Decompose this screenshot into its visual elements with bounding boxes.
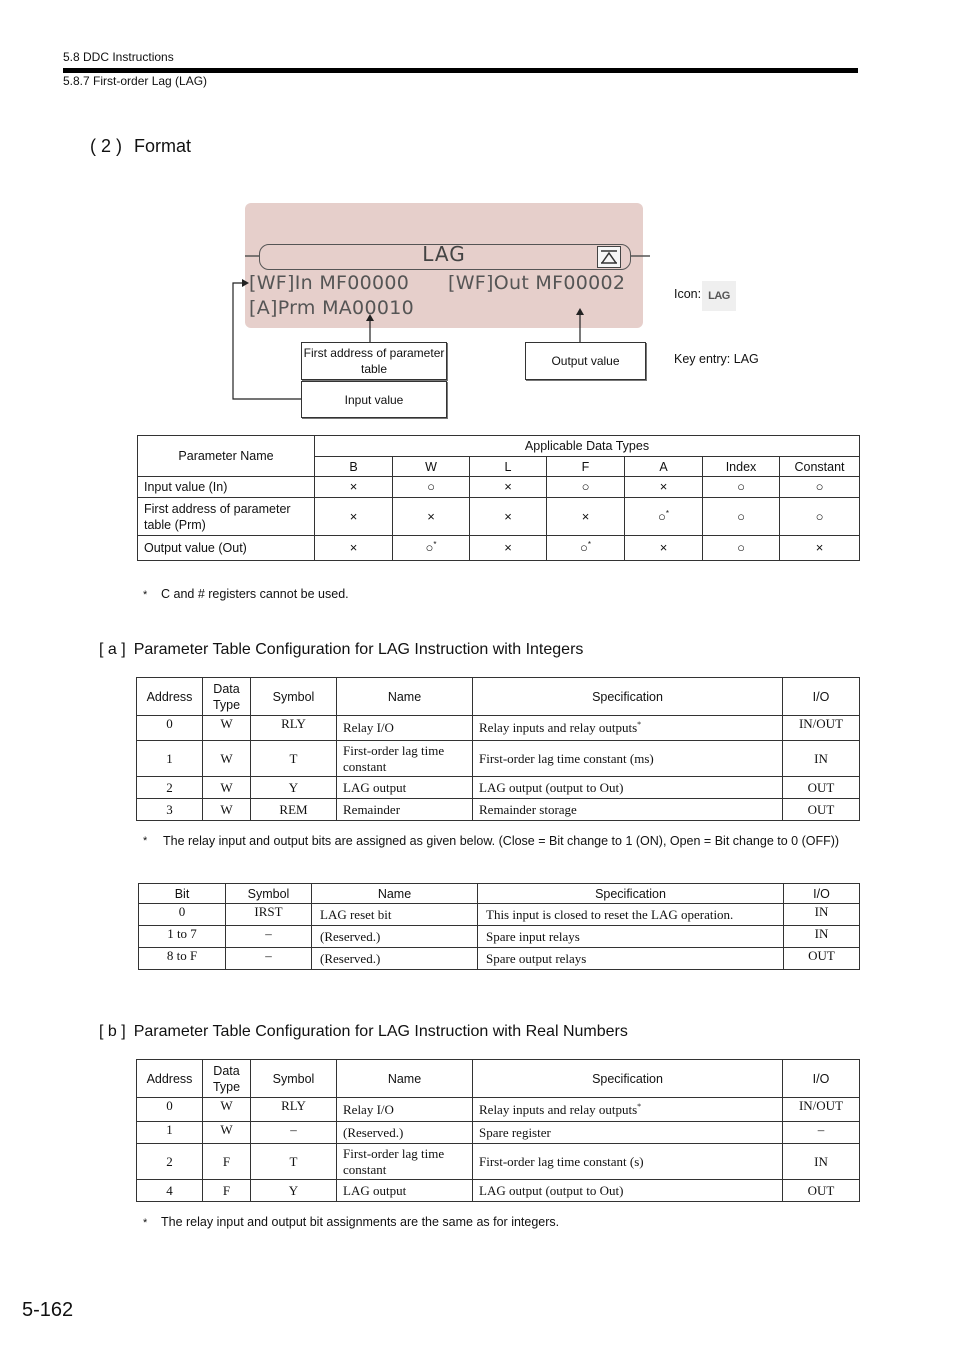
symbol-cell: RLY <box>251 716 337 741</box>
section-a-heading <box>99 641 583 659</box>
type-cell: × <box>470 498 547 536</box>
type-cell: W <box>203 1098 251 1122</box>
footnote-star: * <box>637 720 642 729</box>
footnote-text: The relay input and output bits are assigned as given below. (Close = Bit change to 1 (ON), Open = Bit change to 0 (OFF)) <box>163 834 840 848</box>
param-address-callout: First address of parameter table <box>301 342 447 380</box>
header-symbol: Symbol <box>251 1060 337 1098</box>
section-a-number: [ a ] <box>99 641 126 658</box>
type-mark: ○ <box>425 540 434 555</box>
spec-cell: This input is closed to reset the LAG operation. <box>478 904 784 926</box>
name-cell: LAG output <box>337 777 473 799</box>
footnote-star: * <box>637 1102 642 1111</box>
table-row <box>137 799 860 821</box>
subsection-header: 5.8.7 First-order Lag (LAG) <box>63 74 208 88</box>
symbol-cell: Y <box>251 1180 337 1202</box>
table-row <box>139 948 860 970</box>
footnote-text: C and # registers cannot be used. <box>161 587 349 601</box>
spec-cell: Remainder storage <box>473 799 783 821</box>
type-cell: × <box>470 536 547 561</box>
header-symbol: Symbol <box>226 884 312 904</box>
io-cell: IN/OUT <box>783 1098 860 1122</box>
table-row <box>138 536 860 561</box>
symbol-cell: Y <box>251 777 337 799</box>
header-address: Address <box>137 1060 203 1098</box>
name-cell: First-order lag time constant <box>337 741 473 777</box>
col-header: Index <box>703 457 780 477</box>
footnote-star: * <box>587 540 591 549</box>
bit-cell: 1 to 7 <box>139 926 226 948</box>
name-cell: LAG reset bit <box>312 904 478 926</box>
type-cell: ○ <box>393 477 470 498</box>
address-cell: 1 <box>137 741 203 777</box>
header-specification: Specification <box>473 1060 783 1098</box>
table-row <box>137 1144 860 1180</box>
format-heading-number: ( 2 ) <box>90 136 123 156</box>
symbol-cell: – <box>226 926 312 948</box>
header-io: I/O <box>783 678 860 716</box>
table-row <box>137 1180 860 1202</box>
footnote-star: * <box>433 540 437 549</box>
io-cell: OUT <box>784 948 860 970</box>
header-io: I/O <box>784 884 860 904</box>
format-heading-title: Format <box>134 136 192 156</box>
type-mark: ○ <box>580 540 588 555</box>
spec-cell: Spare register <box>473 1122 783 1144</box>
type-mark: ○ <box>658 508 666 524</box>
table-row <box>137 1122 860 1144</box>
address-cell: 3 <box>137 799 203 821</box>
real-footnote <box>143 1215 559 1229</box>
header-io: I/O <box>783 1060 860 1098</box>
diagram-input-line: [WF]In MF00000 <box>249 272 410 294</box>
type-cell: × <box>625 536 703 561</box>
spec-cell: Spare input relays <box>478 926 784 948</box>
type-cell: W <box>203 1122 251 1144</box>
spec-cell: LAG output (output to Out) <box>473 1180 783 1202</box>
lag-block-title: LAG <box>422 242 466 266</box>
bit-cell: 0 <box>139 904 226 926</box>
spec-cell <box>473 716 783 741</box>
section-b-number: [ b ] <box>99 1023 126 1040</box>
type-cell: × <box>315 498 393 536</box>
type-cell: ○ <box>703 536 780 561</box>
type-cell: W <box>203 799 251 821</box>
name-cell: Relay I/O <box>337 716 473 741</box>
address-cell: 4 <box>137 1180 203 1202</box>
header-name: Name <box>312 884 478 904</box>
symbol-cell: RLY <box>251 1098 337 1122</box>
footnote-star: * <box>665 508 669 518</box>
type-cell-starred <box>547 536 625 561</box>
param-name: Output value (Out) <box>138 536 315 561</box>
spec-cell: LAG output (output to Out) <box>473 777 783 799</box>
address-cell: 1 <box>137 1122 203 1144</box>
symbol-cell: T <box>251 741 337 777</box>
spec-text: Relay inputs and relay outputs <box>479 1102 638 1117</box>
lag-icon: LAG <box>702 281 736 311</box>
address-cell: 2 <box>137 777 203 799</box>
name-cell: (Reserved.) <box>337 1122 473 1144</box>
diagram-output-line: [WF]Out MF00002 <box>448 272 626 294</box>
io-cell: OUT <box>783 1180 860 1202</box>
type-cell: ○ <box>780 477 860 498</box>
section-b-heading <box>99 1023 628 1041</box>
name-cell: (Reserved.) <box>312 948 478 970</box>
symbol-cell: – <box>226 948 312 970</box>
types-footnote <box>143 587 349 601</box>
header-specification: Specification <box>473 678 783 716</box>
bit-cell: 8 to F <box>139 948 226 970</box>
io-cell: – <box>783 1122 860 1144</box>
table-header-row <box>137 678 860 716</box>
type-cell-starred <box>625 498 703 536</box>
name-cell: LAG output <box>337 1180 473 1202</box>
name-cell: Remainder <box>337 799 473 821</box>
type-cell: ○ <box>780 498 860 536</box>
table-row <box>137 1098 860 1122</box>
header-parameter-name: Parameter Name <box>138 436 315 477</box>
footnote-text: The relay input and output bit assignments are the same as for integers. <box>161 1215 560 1229</box>
header-name: Name <box>337 1060 473 1098</box>
relay-footnote <box>143 832 858 850</box>
param-name: Input value (In) <box>138 477 315 498</box>
io-cell: IN <box>784 904 860 926</box>
header-symbol: Symbol <box>251 678 337 716</box>
section-a-title: Parameter Table Configuration for LAG Instruction with Integers <box>133 641 584 658</box>
type-cell: F <box>203 1144 251 1180</box>
spec-text: Relay inputs and relay outputs <box>479 720 638 735</box>
io-cell: OUT <box>783 777 860 799</box>
header-data-type: Data Type <box>203 678 251 716</box>
name-cell: (Reserved.) <box>312 926 478 948</box>
type-cell: ○ <box>547 477 625 498</box>
real-param-table <box>136 1059 860 1202</box>
table-row <box>138 498 860 536</box>
col-header: F <box>547 457 625 477</box>
io-cell: IN/OUT <box>783 716 860 741</box>
header-data-type: Data Type <box>203 1060 251 1098</box>
type-cell: × <box>470 477 547 498</box>
spec-cell: First-order lag time constant (s) <box>473 1144 783 1180</box>
table-row <box>137 777 860 799</box>
type-cell: × <box>547 498 625 536</box>
name-cell: Relay I/O <box>337 1098 473 1122</box>
col-header: Constant <box>780 457 860 477</box>
table-row <box>139 926 860 948</box>
io-cell: OUT <box>783 799 860 821</box>
address-cell: 2 <box>137 1144 203 1180</box>
key-entry-label: Key entry: LAG <box>674 352 759 366</box>
param-name: First address of parameter table (Prm) <box>138 498 315 536</box>
type-cell: W <box>203 777 251 799</box>
type-cell-starred <box>393 536 470 561</box>
symbol-cell: – <box>251 1122 337 1144</box>
table-row <box>138 477 860 498</box>
col-header: A <box>625 457 703 477</box>
header-bit: Bit <box>139 884 226 904</box>
type-cell: W <box>203 741 251 777</box>
type-cell: ○ <box>703 498 780 536</box>
icon-label: Icon: <box>674 287 702 301</box>
type-cell: W <box>203 716 251 741</box>
page-number: 5-162 <box>22 1299 74 1321</box>
header-applicable-types: Applicable Data Types <box>315 436 860 457</box>
type-cell: F <box>203 1180 251 1202</box>
io-cell: IN <box>783 1144 860 1180</box>
table-row <box>137 741 860 777</box>
col-header: L <box>470 457 547 477</box>
section-header: 5.8 DDC Instructions <box>63 50 174 64</box>
io-cell: IN <box>783 741 860 777</box>
address-cell: 0 <box>137 716 203 741</box>
name-cell: First-order lag time constant <box>337 1144 473 1180</box>
header-address: Address <box>137 678 203 716</box>
relay-bits-table <box>138 883 860 970</box>
col-header: W <box>393 457 470 477</box>
table-row <box>137 716 860 741</box>
type-cell: × <box>315 477 393 498</box>
type-cell: ○ <box>703 477 780 498</box>
symbol-cell: IRST <box>226 904 312 926</box>
section-b-title: Parameter Table Configuration for LAG Instruction with Real Numbers <box>133 1023 628 1040</box>
table-row <box>139 904 860 926</box>
table-header-row <box>137 1060 860 1098</box>
input-value-callout: Input value <box>301 381 447 418</box>
footnote-star: * <box>143 835 148 847</box>
output-value-callout: Output value <box>525 342 646 380</box>
symbol-cell: T <box>251 1144 337 1180</box>
data-types-table <box>137 435 860 561</box>
table-header-row <box>139 884 860 904</box>
type-cell: × <box>780 536 860 561</box>
lag-block-icon <box>597 246 621 268</box>
integer-param-table <box>136 677 860 821</box>
diagram-connectors <box>0 0 954 430</box>
col-header: B <box>315 457 393 477</box>
spec-cell <box>473 1098 783 1122</box>
type-cell: × <box>315 536 393 561</box>
symbol-cell: REM <box>251 799 337 821</box>
header-name: Name <box>337 678 473 716</box>
footnote-star: * <box>143 1217 148 1229</box>
header-specification: Specification <box>478 884 784 904</box>
io-cell: IN <box>784 926 860 948</box>
type-cell: × <box>625 477 703 498</box>
diagram-param-line: [A]Prm MA00010 <box>249 297 415 319</box>
address-cell: 0 <box>137 1098 203 1122</box>
spec-cell: Spare output relays <box>478 948 784 970</box>
spec-cell: First-order lag time constant (ms) <box>473 741 783 777</box>
footnote-star: * <box>143 589 148 601</box>
type-cell: × <box>393 498 470 536</box>
